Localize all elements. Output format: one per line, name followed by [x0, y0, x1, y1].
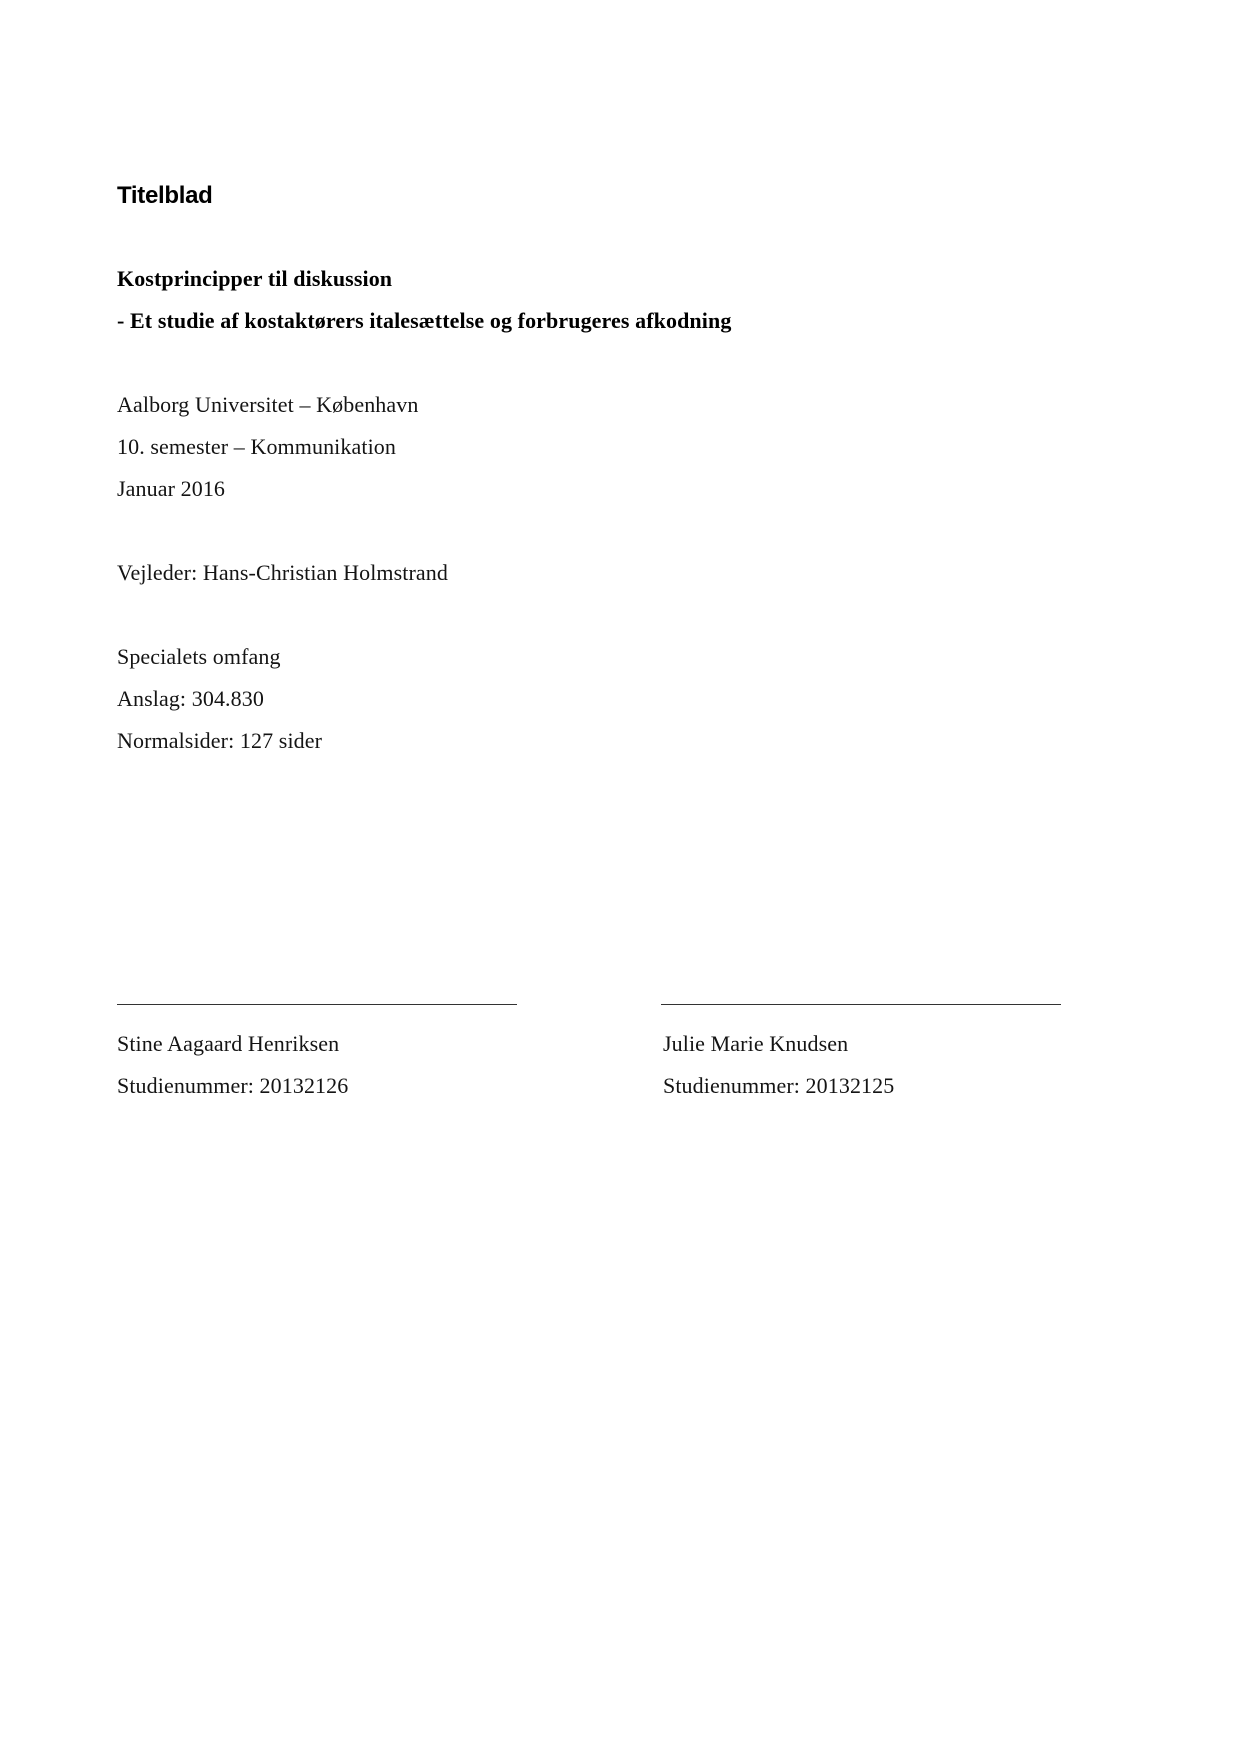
author-name: Stine Aagaard Henriksen	[117, 1031, 340, 1056]
thesis-title: Kostprincipper til diskussion	[117, 266, 393, 291]
standard-pages-count: Normalsider: 127 sider	[117, 728, 323, 753]
author-student-number: Studienummer: 20132126	[117, 1073, 349, 1098]
author-student-number: Studienummer: 20132125	[663, 1073, 895, 1098]
university-line: Aalborg Universitet – København	[117, 392, 419, 417]
semester-line: 10. semester – Kommunikation	[117, 434, 396, 459]
scope-label: Specialets omfang	[117, 644, 281, 669]
date-line: Januar 2016	[117, 476, 226, 501]
supervisor-line: Vejleder: Hans-Christian Holmstrand	[117, 560, 448, 585]
signature-line-right	[661, 1004, 1061, 1005]
character-count: Anslag: 304.830	[117, 686, 264, 711]
page-heading: Titelblad	[117, 182, 213, 209]
author-name: Julie Marie Knudsen	[663, 1031, 849, 1056]
signature-line-left	[117, 1004, 517, 1005]
thesis-subtitle: - Et studie af kostaktørers italesættelse og forbrugeres afkodning	[117, 308, 732, 333]
